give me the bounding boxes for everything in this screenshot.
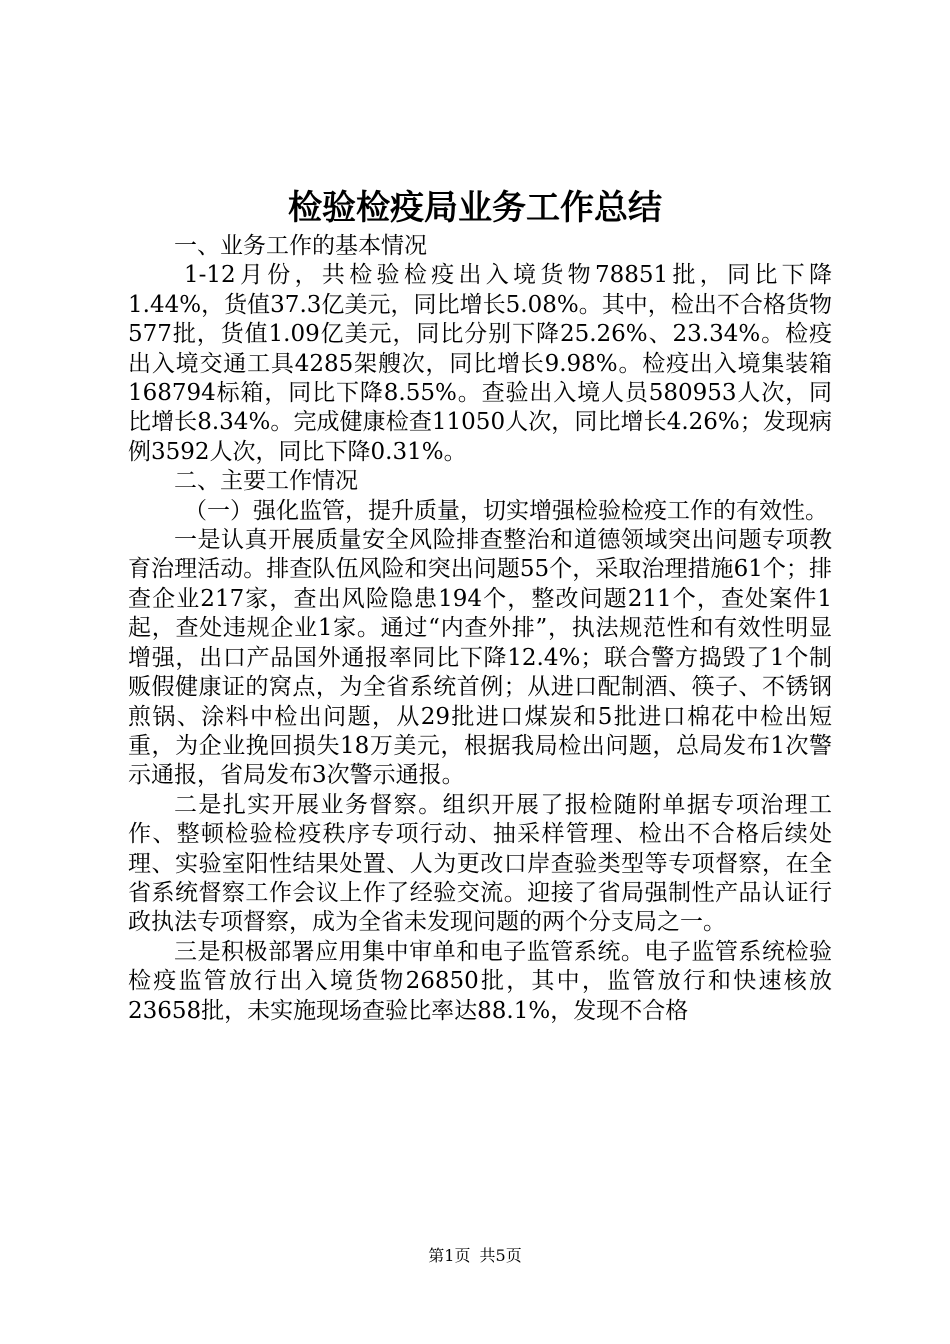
paragraph-risk-investigation: 一是认真开展质量安全风险排查整治和道德领域突出问题专项教育治理活动。排查队伍风险和突出问题55个，采取治理措施61个；排查企业217家，查出风险隐患194个，整改问题211个，查处案件1起，查处违规企业1家。通过“内查外排”，执法规范性和有效性明显增强，出口产品国外通报率同比下降12.4%；联合警方捣毁了1个制贩假健康证的窝点，为全省系统首例；从进口配制酒、筷子、不锈钢煎锅、涂料中检出问题，从29批进口煤炭和5批进口棉花中检出短重，为企业挽回损失18万美元，根据我局检出问题，总局发布1次警示通报，省局发布3次警示通报。	[128, 527, 832, 789]
document-body	[128, 232, 832, 1026]
section-heading-main-work: 二、主要工作情况	[174, 468, 358, 495]
page-number: 第1页	[428, 1246, 471, 1265]
page-total: 共5页	[479, 1246, 522, 1265]
section-heading-basic-situation: 一、业务工作的基本情况	[174, 233, 427, 259]
paragraph-business-inspection: 二是扎实开展业务督察。组织开展了报检随附单据专项治理工作、整顿检验检疫秩序专项行动、抽采样管理、检出不合格后续处理、实验室阳性结果处置、人为更改口岸查验类型等专项督察，在全省系统督察工作会议上作了经验交流。迎接了省局强制性产品认证行政执法专项督察，成为全省未发现问题的两个分支局之一。	[128, 791, 832, 936]
paragraph-statistics: 1-12月份，共检验检疫出入境货物78851批，同比下降1.44%，货值37.3亿美元，同比增长5.08%。其中，检出不合格货物577批，货值1.09亿美元，同比分别下降25.26%、23.34%。检疫出入境交通工具4285架艘次，同比增长9.98%。检疫出入境集装箱168794标箱，同比下降8.55%。查验出入境人员580953人次，同比增长8.34%。完成健康检查11050人次，同比增长4.26%；发现病例3592人次，同比下降0.31%。	[128, 262, 832, 465]
document-title: 检验检疫局业务工作总结	[288, 188, 662, 228]
paragraph-electronic-supervision: 三是积极部署应用集中审单和电子监管系统。电子监管系统检验检疫监管放行出入境货物26850批，其中，监管放行和快速核放23658批，未实施现场查验比率达88.1%，发现不合格	[128, 938, 832, 1024]
subsection-heading-supervision: （一）强化监管，提升质量，切实增强检验检疫工作的有效性。	[184, 497, 828, 524]
page-footer	[0, 1243, 950, 1266]
